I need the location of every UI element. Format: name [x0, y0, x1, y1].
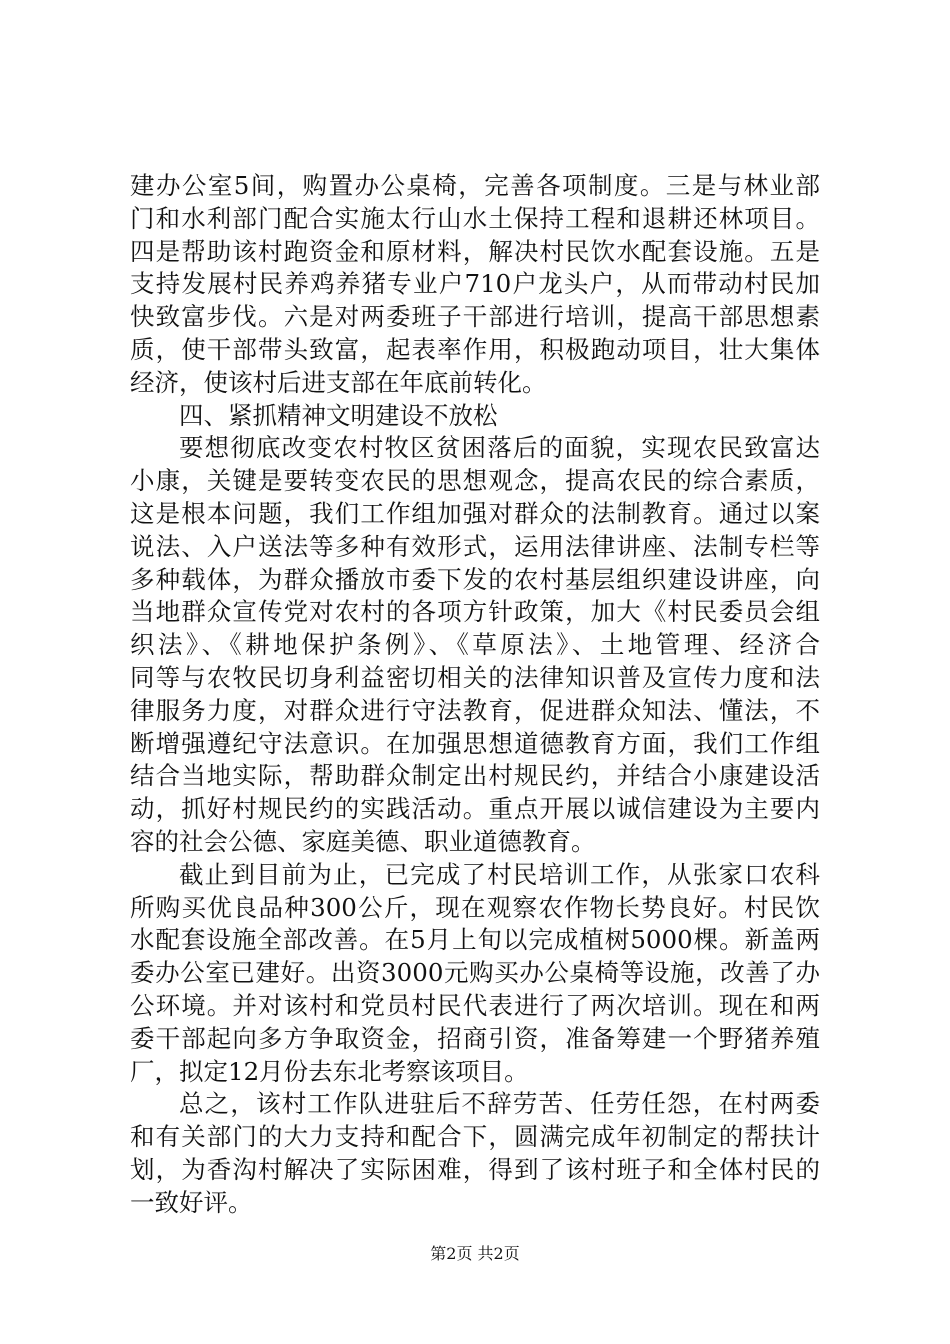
text-line: 公环境。并对该村和党员村民代表进行了两次培训。现在和两: [130, 990, 820, 1020]
text-line: 建办公室5间，购置办公桌椅，完善各项制度。三是与林业部: [130, 171, 820, 200]
text-line: 小康，关键是要转变农民的思想观念，提高农民的综合素质，: [130, 466, 820, 496]
text-line: 容的社会公德、家庭美德、职业道德教育。: [130, 826, 596, 856]
text-line: 委办公室已建好。出资3000元购买办公桌椅等设施，改善了办: [130, 958, 820, 988]
text-line: 快致富步伐。六是对两委班子干部进行培训，提高干部思想素: [130, 302, 820, 332]
text-line: 断增强遵纪守法意识。在加强思想道德教育方面，我们工作组: [130, 728, 820, 758]
text-line: 截止到目前为止，已完成了村民培训工作，从张家口农科: [179, 859, 820, 889]
text-line: 支持发展村民养鸡养猪专业户710户龙头户，从而带动村民加: [130, 269, 820, 299]
paragraph-summary: [130, 1088, 820, 1219]
text-line: 质，使干部带头致富，起表率作用，积极跑动项目，壮大集体: [130, 334, 820, 364]
text-line: 经济，使该村后进支部在年底前转化。: [130, 367, 547, 397]
text-line: 所购买优良品种300公斤，现在观察农作物长势良好。村民饮: [130, 892, 820, 922]
text-line: 厂，拟定12月份去东北考察该项目。: [130, 1056, 529, 1086]
text-line: 要想彻底改变农村牧区贫困落后的面貌，实现农民致富达: [179, 433, 820, 463]
page-number-footer: 第2页 共2页: [430, 1244, 520, 1263]
text-line: 动，抓好村规民约的实践活动。重点开展以诚信建设为主要内: [130, 794, 820, 824]
section-heading: 四、紧抓精神文明建设不放松: [179, 400, 498, 430]
text-line: 律服务力度，对群众进行守法教育，促进群众知法、懂法，不: [130, 695, 820, 725]
text-line: 委干部起向多方争取资金，招商引资，准备筹建一个野猪养殖: [130, 1023, 820, 1053]
text-line: 划，为香沟村解决了实际困难，得到了该村班子和全体村民的: [130, 1154, 820, 1184]
text-line: 水配套设施全部改善。在5月上旬以完成植树5000棵。新盖两: [130, 925, 820, 955]
text-line: 和有关部门的大力支持和配合下，圆满完成年初制定的帮扶计: [130, 1122, 820, 1152]
text-line: 同等与农牧民切身利益密切相关的法律知识普及宣传力度和法: [130, 662, 820, 692]
document-body: [130, 170, 820, 1220]
text-line: 四是帮助该村跑资金和原材料，解决村民饮水配套设施。五是: [130, 236, 820, 266]
text-line: 多种载体，为群众播放市委下发的农村基层组织建设讲座，向: [130, 564, 820, 594]
paragraph-legal-education: [130, 432, 820, 858]
text-line: 门和水利部门配合实施太行山水土保持工程和退耕还林项目。: [130, 203, 820, 233]
text-line: 结合当地实际，帮助群众制定出村规民约，并结合小康建设活: [130, 761, 820, 791]
text-line: 这是根本问题，我们工作组加强对群众的法制教育。通过以案: [130, 498, 820, 528]
text-line: 当地群众宣传党对农村的各项方针政策，加大《村民委员会组: [130, 597, 820, 627]
paragraph-continuation: [130, 170, 820, 400]
text-line: 总之，该村工作队进驻后不辞劳苦、任劳任怨，在村两委: [179, 1089, 820, 1119]
text-line: 织法》、《耕地保护条例》、《草原法》、土地管理、经济合: [130, 630, 820, 660]
text-line: 说法、入户送法等多种有效形式，运用法律讲座、法制专栏等: [130, 531, 820, 561]
paragraph-progress: [130, 859, 820, 1089]
text-line: 一致好评。: [130, 1187, 253, 1217]
